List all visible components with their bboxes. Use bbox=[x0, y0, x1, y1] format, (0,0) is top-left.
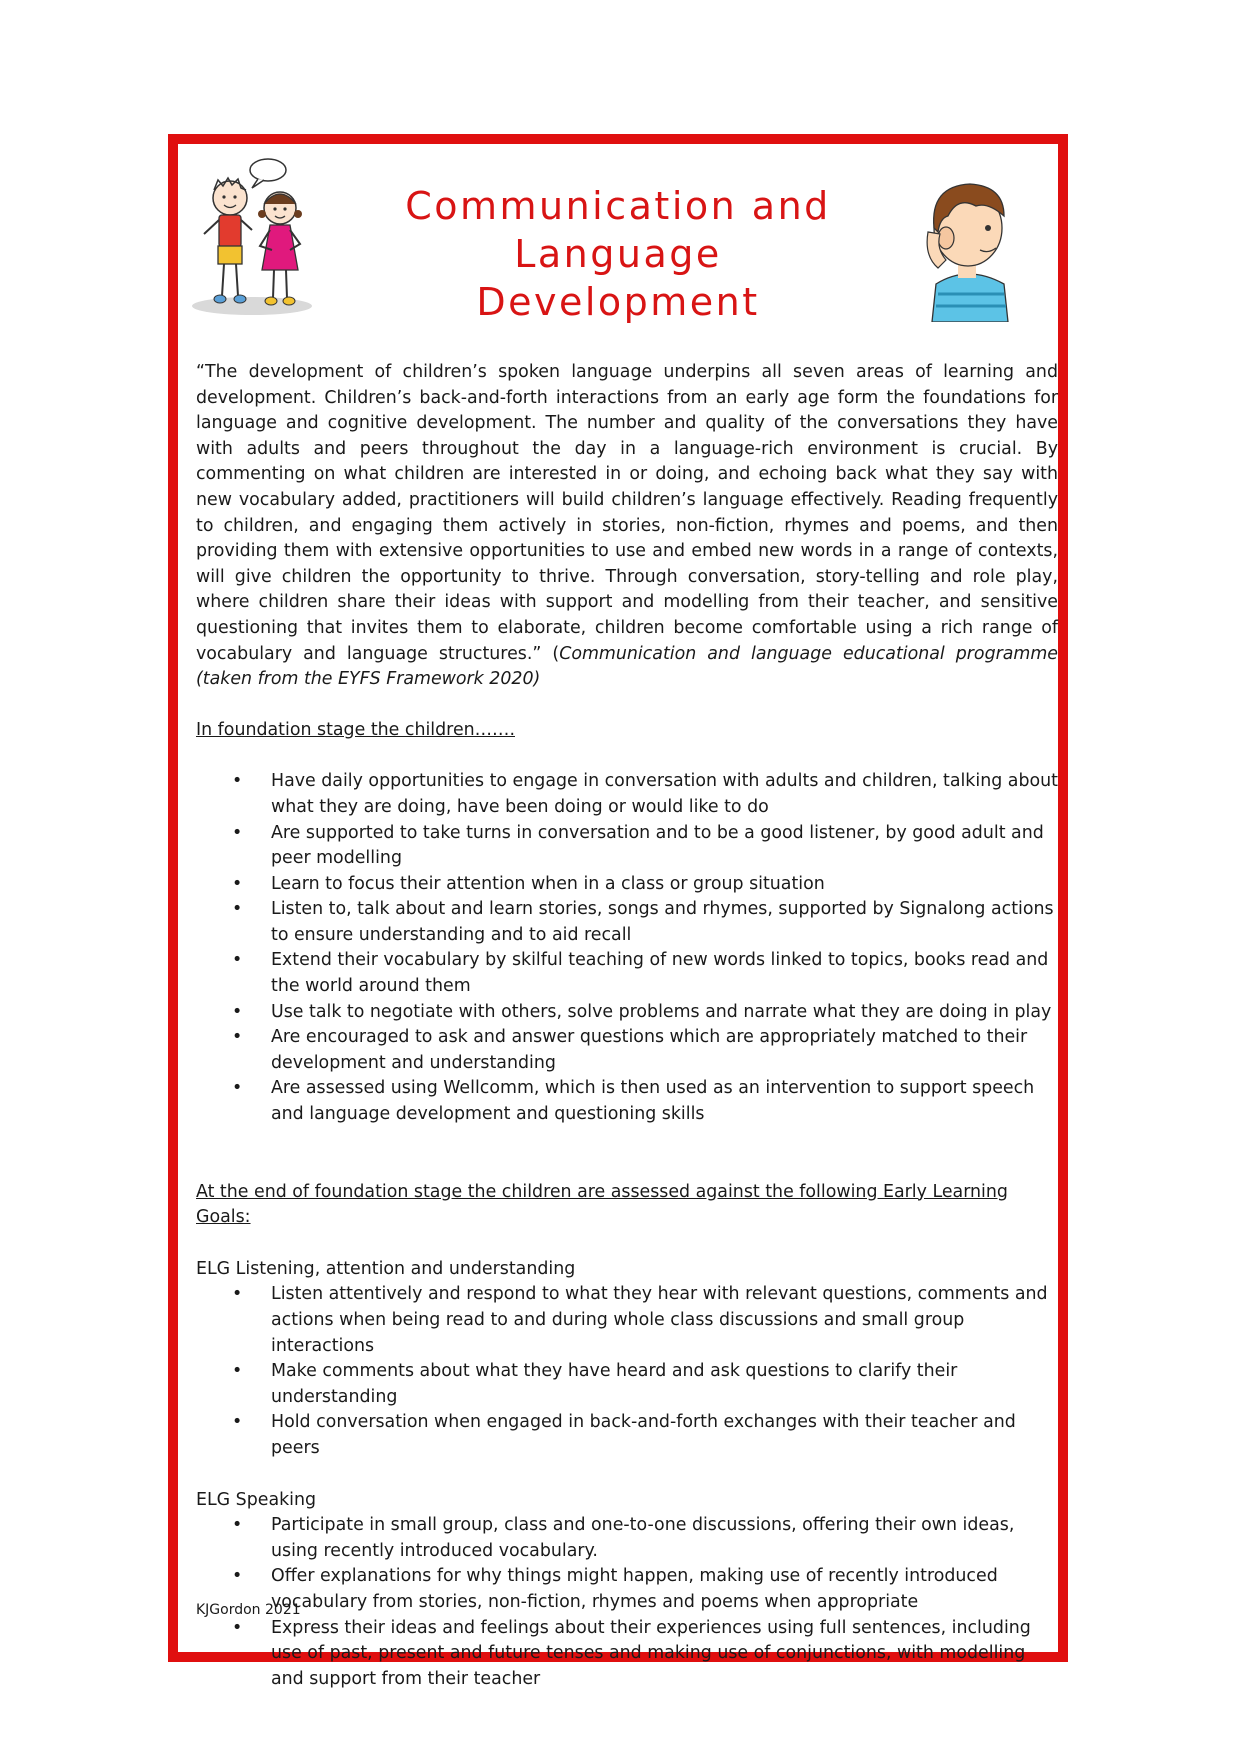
page-title-line-2: Language Development bbox=[476, 232, 760, 324]
list-item: • Are supported to take turns in conversation and to be a good listener, by good adult and peer modelling bbox=[196, 821, 1058, 872]
list-item: • Learn to focus their attention when in a class or group situation bbox=[196, 872, 1058, 898]
page-title-line-1: Communication and bbox=[405, 184, 831, 228]
list-item: • Use talk to negotiate with others, solve problems and narrate what they are doing in play bbox=[196, 1000, 1058, 1026]
elg-speaking-list bbox=[196, 1513, 1058, 1692]
list-item: • Hold conversation when engaged in back-and-forth exchanges with their teacher and peers bbox=[196, 1410, 1058, 1461]
list-item: • Extend their vocabulary by skilful teaching of new words linked to topics, books read and the world around them bbox=[196, 948, 1058, 999]
foundation-list bbox=[196, 769, 1058, 1127]
list-item: • Express their ideas and feelings about their experiences using full sentences, including use of past, present and future tenses and making use of conjunctions, with modelling and support from their teacher bbox=[196, 1616, 1058, 1693]
header bbox=[178, 144, 1058, 334]
intro-paragraph bbox=[196, 360, 1058, 693]
intro-source-open: ( bbox=[552, 643, 560, 664]
list-item: • Participate in small group, class and one-to-one discussions, offering their own ideas, using recently introduced vocabulary. bbox=[196, 1513, 1058, 1564]
list-item: • Are assessed using Wellcomm, which is then used as an intervention to support speech and language development and questioning skills bbox=[196, 1076, 1058, 1127]
elg-listening-list bbox=[196, 1282, 1058, 1461]
page-frame bbox=[168, 134, 1068, 1689]
list-item: • Have daily opportunities to engage in conversation with adults and children, talking about what they are doing, have been doing or would like to do bbox=[196, 769, 1058, 820]
list-item: • Make comments about what they have heard and ask questions to clarify their understanding bbox=[196, 1359, 1058, 1410]
children-talking-illustration bbox=[190, 154, 320, 324]
elg-heading: At the end of foundation stage the children are assessed against the following Early Learning Goals: bbox=[196, 1181, 1008, 1228]
list-item: • Listen to, talk about and learn stories, songs and rhymes, supported by Signalong actions to ensure understanding and to aid recall bbox=[196, 897, 1058, 948]
elg-speaking-title: ELG Speaking bbox=[196, 1489, 317, 1510]
boy-listening-illustration bbox=[918, 172, 1018, 322]
list-item: • Are encouraged to ask and answer questions which are appropriately matched to their development and understanding bbox=[196, 1025, 1058, 1076]
page-title bbox=[368, 182, 868, 326]
intro-quote: “The development of children’s spoken language underpins all seven areas of learning and development. Children’s back-and-forth interactions from an early age form the foundations for language and cognitive development. The number and quality of the conversations they have with adults and peers throughout the day in a language-rich environment is crucial. By commenting on what children are interested in or doing, and echoing back what they say with new vocabulary added, practitioners will build children’s language effectively. Reading frequently to children, and engaging them actively in stories, non-fiction, rhymes and poems, and then providing them with extensive opportunities to use and embed new words in a range of contexts, will give children the opportunity to thrive. Through conversation, story-telling and role play, where children share their ideas with support and modelling from their teacher, and sensitive questioning that invites them to elaborate, children become comfortable using a rich range of vocabulary and language structures.” bbox=[196, 362, 1058, 664]
list-item: • Offer explanations for why things might happen, making use of recently introduced vocabulary from stories, non-fiction, rhymes and poems when appropriate bbox=[196, 1564, 1058, 1615]
intro-source: Communication and language educational programme (taken from the EYFS Framework 2020) bbox=[196, 643, 1059, 690]
foundation-heading: In foundation stage the children……. bbox=[196, 719, 515, 740]
footer-credit: KJGordon 2021 bbox=[196, 1602, 301, 1618]
content bbox=[196, 360, 1058, 1692]
list-item: • Listen attentively and respond to what they hear with relevant questions, comments and actions when being read to and during whole class discussions and small group interactions bbox=[196, 1282, 1058, 1359]
elg-listening-title: ELG Listening, attention and understanding bbox=[196, 1258, 576, 1279]
